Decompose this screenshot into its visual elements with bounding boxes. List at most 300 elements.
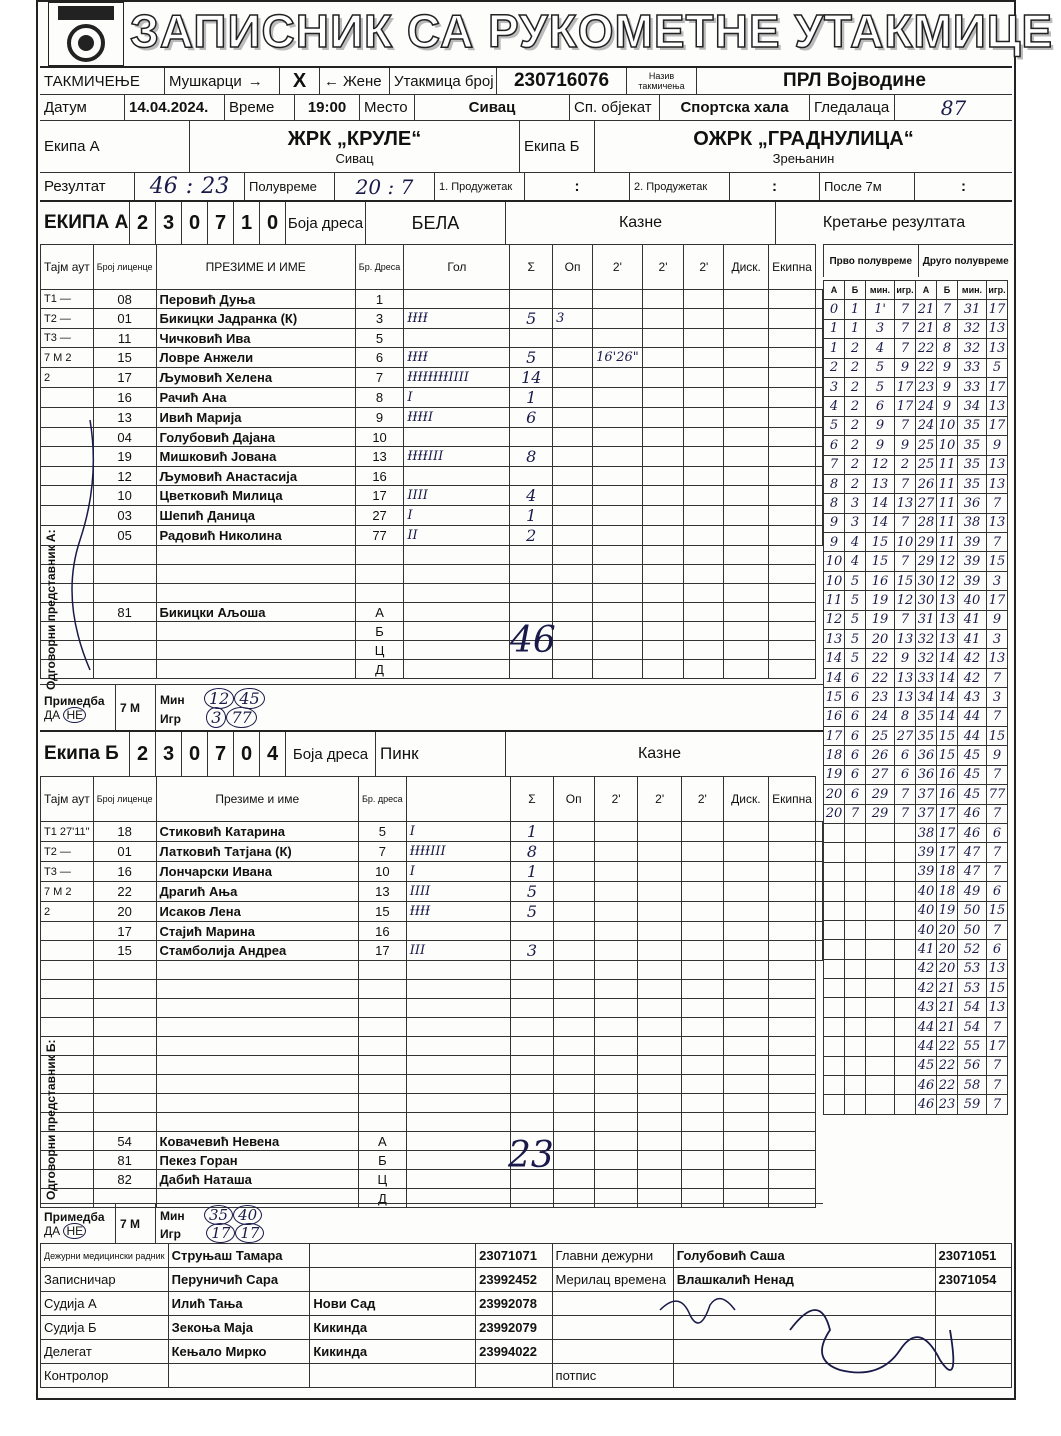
empty-cell <box>594 1151 638 1170</box>
progress-cell: 21 <box>937 1017 958 1036</box>
progress-cell: 16 <box>824 707 845 726</box>
timeout-cell <box>41 388 94 408</box>
score-progress-label: Кретање резултата <box>822 214 966 231</box>
progress-cell: 15 <box>987 979 1008 998</box>
progress-cell: 14 <box>824 649 845 668</box>
empty-cell <box>681 999 723 1018</box>
empty-cell <box>769 941 816 961</box>
progress-row <box>824 358 1008 377</box>
empty-cell <box>724 584 769 603</box>
player-warning <box>553 368 593 388</box>
progress-row <box>824 649 1008 668</box>
empty-cell <box>642 546 684 565</box>
player-goals: I <box>406 822 511 842</box>
empty-cell <box>769 1132 816 1151</box>
player-name: Перовић Дуња <box>156 290 355 309</box>
empty-cell <box>642 641 684 660</box>
player-number: 7 <box>355 368 404 388</box>
progress-cell: 13 <box>895 688 916 707</box>
empty-cell <box>93 999 156 1018</box>
team-a-label: Екипа А <box>40 121 190 172</box>
player-goals: ƗƗƗƗIII <box>406 842 511 862</box>
empty-cell <box>816 822 823 842</box>
progress-cell <box>824 901 845 920</box>
progress-cell: 6 <box>845 785 866 804</box>
footer-cell: Струњаш Тамара <box>168 1244 310 1268</box>
empty-cell <box>553 546 593 565</box>
team-a-city: Сивац <box>335 150 374 166</box>
empty-cell <box>816 388 823 408</box>
team-a-code-digit: 3 <box>156 202 182 244</box>
team-a-code-digit: 0 <box>260 202 286 244</box>
empty-cell <box>355 584 404 603</box>
column-header: Број лиценце <box>93 777 156 822</box>
progress-cell: 7 <box>987 533 1008 552</box>
progress-cell: 26 <box>916 474 937 493</box>
player-licence: 17 <box>93 368 156 388</box>
progress-cell: 7 <box>987 765 1008 784</box>
empty-cell <box>593 603 643 622</box>
empty-cell <box>638 1132 682 1151</box>
footer-cell: Кикинда <box>310 1316 476 1340</box>
progress-cell: 13 <box>987 397 1008 416</box>
player-name: Шепић Даница <box>156 506 355 526</box>
player-licence: 17 <box>93 922 156 941</box>
table-row <box>41 565 823 584</box>
player-number: 15 <box>359 902 407 922</box>
empty-cell <box>723 902 768 922</box>
empty-cell <box>510 584 553 603</box>
empty-cell <box>724 348 769 368</box>
player-2min <box>593 290 643 309</box>
empty-cell <box>511 1094 553 1113</box>
progress-cell: 24 <box>916 416 937 435</box>
official-name <box>156 641 355 660</box>
progress-column-header: А <box>916 281 937 300</box>
empty-cell <box>511 1056 553 1075</box>
competition-label: ТАКМИЧЕЊЕ <box>40 68 165 94</box>
empty-cell <box>724 388 769 408</box>
progress-cell: 45 <box>916 1056 937 1075</box>
progress-cell: 14 <box>866 513 895 532</box>
progress-cell <box>866 901 895 920</box>
timeout-cell: T1 27'11" <box>41 822 94 842</box>
table-row <box>41 506 823 526</box>
empty-cell <box>816 922 823 941</box>
progress-cell <box>824 940 845 959</box>
progress-cell: 59 <box>958 1095 987 1114</box>
empty-cell <box>511 999 553 1018</box>
player-2min <box>593 467 643 486</box>
empty-cell <box>638 902 682 922</box>
progress-cell: 16 <box>866 571 895 590</box>
player-2min <box>594 822 638 842</box>
progress-cell: 5 <box>866 358 895 377</box>
empty-cell <box>594 1037 638 1056</box>
footer-role-label: Дежурни медицински радник <box>41 1244 169 1268</box>
footer-cell: Кењало Мирко <box>168 1340 310 1364</box>
empty-cell <box>93 1075 156 1094</box>
player-goal-sum: 8 <box>511 842 553 862</box>
empty-cell <box>769 447 816 467</box>
progress-cell: 11 <box>937 533 958 552</box>
progress-cell: 18 <box>824 746 845 765</box>
progress-column-header: Б <box>845 281 866 300</box>
empty-cell <box>638 1170 682 1189</box>
empty-cell <box>511 1018 553 1037</box>
empty-cell <box>156 1037 358 1056</box>
player-2min <box>593 408 643 428</box>
progress-row <box>824 339 1008 358</box>
progress-cell: 7 <box>937 300 958 319</box>
empty-cell <box>769 660 816 679</box>
empty-cell <box>156 1075 358 1094</box>
empty-cell <box>638 961 682 980</box>
official-licence: 82 <box>93 1170 156 1189</box>
column-header: 2' <box>642 245 684 290</box>
progress-cell: 21 <box>916 319 937 338</box>
player-goal-sum: 5 <box>511 902 553 922</box>
player-name: Бикицки Јадранка (К) <box>156 309 355 329</box>
team-b-code-digit: 3 <box>156 732 182 776</box>
progress-cell: 4 <box>824 397 845 416</box>
progress-cell: 26 <box>866 746 895 765</box>
progress-cell: 20 <box>824 804 845 823</box>
progress-row <box>824 785 1008 804</box>
progress-cell <box>866 920 895 939</box>
player-2min <box>594 882 638 902</box>
empty-cell <box>724 290 769 309</box>
ot1-label: 1. Продужетак <box>435 173 525 200</box>
empty-cell <box>642 506 684 526</box>
empty-cell <box>816 506 823 526</box>
progress-cell: 42 <box>958 649 987 668</box>
progress-cell: 32 <box>958 319 987 338</box>
progress-cell <box>824 862 845 881</box>
empty-cell <box>684 486 724 506</box>
empty-cell <box>724 486 769 506</box>
empty-cell <box>553 603 593 622</box>
progress-cell <box>895 920 916 939</box>
empty-cell <box>769 408 816 428</box>
progress-cell: 27 <box>916 494 937 513</box>
player-warning <box>553 882 594 902</box>
progress-cell: 22 <box>866 649 895 668</box>
player-warning <box>553 506 593 526</box>
progress-cell: 77 <box>987 785 1008 804</box>
empty-cell <box>723 1113 768 1132</box>
player-goal-sum: 5 <box>510 348 553 368</box>
progress-cell <box>866 959 895 978</box>
player-goals: IIII <box>404 486 510 506</box>
table-row <box>41 526 823 546</box>
table-row <box>41 822 823 842</box>
column-header: Бр. Дреса <box>355 245 404 290</box>
progress-cell: 7 <box>987 1076 1008 1095</box>
player-name: Ловре Анжели <box>156 348 355 368</box>
empty-cell <box>724 309 769 329</box>
column-header: 2' <box>681 777 723 822</box>
progress-cell: 6 <box>987 882 1008 901</box>
progress-cell: 29 <box>866 785 895 804</box>
empty-cell <box>593 660 643 679</box>
progress-row <box>824 630 1008 649</box>
table-row <box>41 329 823 348</box>
federation-logo <box>48 2 124 66</box>
empty-cell <box>553 1170 594 1189</box>
player-number: 13 <box>359 882 407 902</box>
empty-cell <box>406 1056 511 1075</box>
time-value: 19:00 <box>295 95 360 120</box>
empty-cell <box>593 622 643 641</box>
progress-cell: 27 <box>866 765 895 784</box>
progress-cell: 13 <box>987 959 1008 978</box>
handball-ball-icon <box>57 5 115 63</box>
progress-cell: 6 <box>824 436 845 455</box>
progress-cell: 13 <box>987 998 1008 1017</box>
empty-cell <box>638 941 682 961</box>
progress-row <box>824 397 1008 416</box>
progress-cell <box>824 959 845 978</box>
progress-cell: 6 <box>895 746 916 765</box>
progress-cell: 25 <box>916 436 937 455</box>
progress-cell <box>845 1076 866 1095</box>
progress-cell <box>866 1037 895 1056</box>
progress-cell: 35 <box>958 416 987 435</box>
progress-cell: 6 <box>845 688 866 707</box>
empty-cell <box>769 1056 816 1075</box>
footer-cell: Голубовић Саша <box>673 1244 935 1268</box>
progress-cell: 9 <box>866 416 895 435</box>
empty-cell <box>511 1037 553 1056</box>
empty-cell <box>723 999 768 1018</box>
player-goal-sum <box>510 290 553 309</box>
progress-cell: 13 <box>895 630 916 649</box>
progress-cell: 12 <box>895 591 916 610</box>
empty-cell <box>769 922 816 941</box>
empty-cell <box>359 1094 407 1113</box>
progress-cell <box>866 823 895 842</box>
progress-cell: 8 <box>824 494 845 513</box>
progress-cell: 52 <box>958 940 987 959</box>
progress-cell: 55 <box>958 1037 987 1056</box>
player-goal-sum: 8 <box>510 447 553 467</box>
progress-header-row <box>824 281 1008 300</box>
empty-cell <box>553 641 593 660</box>
empty-cell <box>769 1037 816 1056</box>
empty-cell <box>593 584 643 603</box>
empty-cell <box>684 565 724 584</box>
player-name: Лончарски Ивана <box>156 862 358 882</box>
play-value: 17 <box>206 1223 235 1243</box>
progress-row <box>824 610 1008 629</box>
progress-cell: 9 <box>987 746 1008 765</box>
empty-cell <box>553 1037 594 1056</box>
player-2min <box>593 447 643 467</box>
progress-cell: 39 <box>958 552 987 571</box>
empty-cell <box>156 1018 358 1037</box>
empty-cell <box>684 428 724 447</box>
progress-cell: 10 <box>824 552 845 571</box>
progress-cell: 37 <box>916 785 937 804</box>
table-header-row <box>41 245 823 290</box>
player-number: 16 <box>355 467 404 486</box>
progress-cell: 13 <box>987 319 1008 338</box>
player-name: Мишковић Јована <box>156 447 355 467</box>
player-goal-sum: 4 <box>510 486 553 506</box>
remark-no: НЕ <box>63 707 86 723</box>
progress-cell: 5 <box>845 591 866 610</box>
progress-cell: 44 <box>916 1017 937 1036</box>
table-row <box>41 388 823 408</box>
progress-cell: 29 <box>916 533 937 552</box>
progress-row <box>824 707 1008 726</box>
competition-name-label: Назив такмичења <box>627 68 697 94</box>
table-row <box>41 1170 823 1189</box>
player-licence: 12 <box>93 467 156 486</box>
progress-cell <box>845 843 866 862</box>
empty-cell <box>769 428 816 447</box>
progress-cell <box>824 920 845 939</box>
empty-cell <box>681 1170 723 1189</box>
player-licence: 05 <box>93 526 156 546</box>
empty-cell <box>510 660 553 679</box>
empty-cell <box>406 1113 511 1132</box>
team-b-city: Зрењанин <box>772 150 835 166</box>
empty-cell <box>816 486 823 506</box>
footer-role-label: Делегат <box>41 1340 169 1364</box>
result-a: 46 <box>149 174 178 199</box>
empty-cell <box>684 641 724 660</box>
empty-cell <box>642 622 684 641</box>
empty-cell <box>359 1113 407 1132</box>
progress-cell: 9 <box>937 377 958 396</box>
team-b-code-digit: 0 <box>234 732 260 776</box>
play-value: 3 <box>206 707 226 728</box>
empty-cell <box>642 565 684 584</box>
empty-cell <box>769 368 816 388</box>
progress-cell: 21 <box>916 300 937 319</box>
footer-cell: 23071071 <box>476 1244 552 1268</box>
player-goal-sum: 5 <box>510 309 553 329</box>
progress-cell <box>845 1037 866 1056</box>
progress-cell: 15 <box>895 571 916 590</box>
column-header: Тајм аут <box>41 245 94 290</box>
progress-cell: 13 <box>937 591 958 610</box>
progress-cell: 7 <box>987 1017 1008 1036</box>
player-goals: I <box>406 862 511 882</box>
footer-cell: Перуничић Сара <box>168 1268 310 1292</box>
progress-cell <box>895 1076 916 1095</box>
empty-cell <box>93 1018 156 1037</box>
progress-cell: 9 <box>987 436 1008 455</box>
progress-cell: 53 <box>958 959 987 978</box>
progress-cell: 7 <box>845 804 866 823</box>
empty-cell <box>553 1094 594 1113</box>
empty-cell <box>681 1113 723 1132</box>
timeout-cell: 7 M 2 <box>41 882 94 902</box>
progress-cell: 50 <box>958 901 987 920</box>
footer-cell: Зекоња Маја <box>168 1316 310 1340</box>
player-2min <box>593 506 643 526</box>
progress-row <box>824 533 1008 552</box>
progress-cell: 7 <box>895 474 916 493</box>
progress-row <box>824 319 1008 338</box>
progress-row <box>824 688 1008 707</box>
empty-cell <box>684 603 724 622</box>
empty-cell <box>723 1056 768 1075</box>
player-goal-sum: 1 <box>510 388 553 408</box>
progress-cell: 2 <box>845 339 866 358</box>
table-row <box>41 584 823 603</box>
empty-cell <box>594 1018 638 1037</box>
player-goals: I <box>404 388 510 408</box>
player-warning <box>553 941 594 961</box>
progress-cell: 7 <box>987 920 1008 939</box>
player-goals <box>404 290 510 309</box>
empty-cell <box>511 1075 553 1094</box>
empty-cell <box>642 486 684 506</box>
player-number: 17 <box>359 941 407 961</box>
table-row <box>41 486 823 506</box>
empty-cell <box>638 980 682 999</box>
empty-cell <box>769 1170 816 1189</box>
table-row <box>41 842 823 862</box>
progress-cell: 5 <box>824 416 845 435</box>
progress-cell: 17 <box>895 377 916 396</box>
progress-cell <box>824 882 845 901</box>
progress-row <box>824 474 1008 493</box>
player-name: Драгић Ања <box>156 882 358 902</box>
progress-cell: 7 <box>987 843 1008 862</box>
empty-cell <box>684 408 724 428</box>
spectators-value: 87 <box>940 95 967 120</box>
progress-cell: 9 <box>824 533 845 552</box>
progress-cell: 16 <box>937 785 958 804</box>
progress-cell: 13 <box>987 455 1008 474</box>
player-warning: 3 <box>553 309 593 329</box>
empty-cell <box>404 622 510 641</box>
match-number: 230716076 <box>497 68 627 94</box>
table-row <box>41 467 823 486</box>
empty-cell <box>638 1037 682 1056</box>
empty-cell <box>723 961 768 980</box>
empty-cell <box>684 388 724 408</box>
player-licence: 10 <box>93 486 156 506</box>
column-header: Тајм аут <box>41 777 94 822</box>
progress-cell: 40 <box>916 920 937 939</box>
progress-cell <box>845 901 866 920</box>
progress-cell: 8 <box>824 474 845 493</box>
competition-row <box>40 66 1012 94</box>
progress-cell: 12 <box>824 610 845 629</box>
official-role: Б <box>355 622 404 641</box>
play-label: Игр <box>160 711 181 726</box>
progress-cell: 13 <box>895 668 916 687</box>
player-2min <box>593 486 643 506</box>
empty-cell <box>723 1151 768 1170</box>
player-number: 27 <box>355 506 404 526</box>
progress-cell: 9 <box>824 513 845 532</box>
empty-cell <box>594 1094 638 1113</box>
progress-cell <box>824 823 845 842</box>
progress-cell <box>895 882 916 901</box>
progress-cell: 29 <box>866 804 895 823</box>
progress-cell: 39 <box>958 533 987 552</box>
progress-cell: 43 <box>958 688 987 707</box>
empty-cell <box>511 1113 553 1132</box>
progress-row <box>824 668 1008 687</box>
